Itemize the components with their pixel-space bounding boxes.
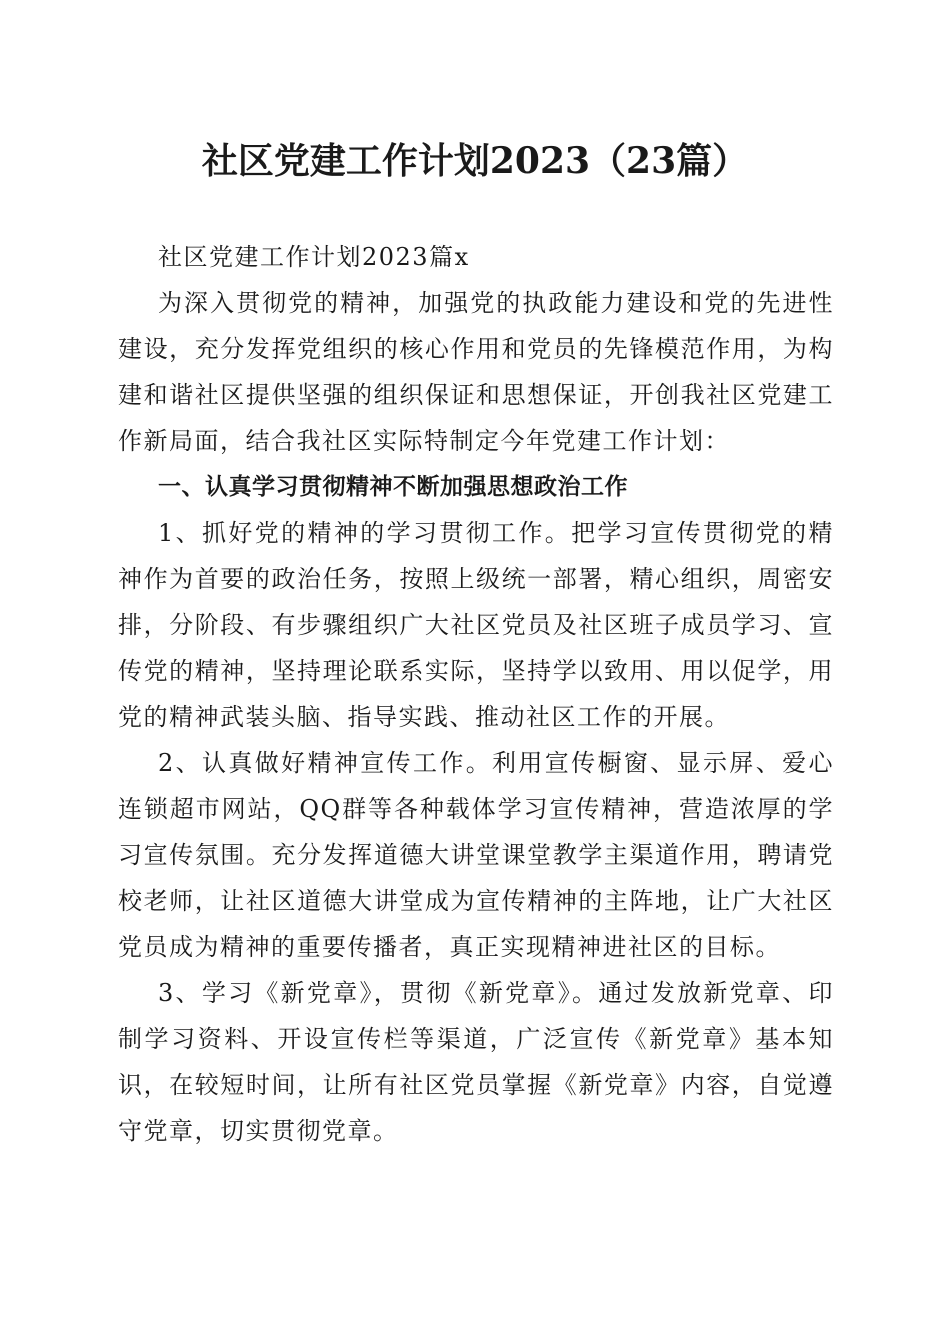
intro-paragraph: 为深入贯彻党的精神，加强党的执政能力建设和党的先进性建设，充分发挥党组织的核心作用和党员的先锋模范作用，为构建和谐社区提供坚强的组织保证和思想保证，开创我社区党建工作新局面，结合我社区实际特制定今年党建工作计划：: [118, 289, 834, 455]
paragraph-1: 1、抓好党的精神的学习贯彻工作。把学习宣传贯彻党的精神作为首要的政治任务，按照上级统一部署，精心组织，周密安排，分阶段、有步骤组织广大社区党员及社区班子成员学习、宣传党的精神，坚持理论联系实际，坚持学以致用、用以促学，用党的精神武装头脑、指导实践、推动社区工作的开展。: [118, 519, 834, 731]
document-title: 社区党建工作计划2023（23篇）: [201, 140, 749, 182]
paragraph-2: 2、认真做好精神宣传工作。利用宣传橱窗、显示屏、爱心连锁超市网站，QQ群等各种载体学习宣传精神，营造浓厚的学习宣传氛围。充分发挥道德大讲堂课堂教学主渠道作用，聘请党校老师，让社区道德大讲堂成为宣传精神的主阵地，让广大社区党员成为精神的重要传播者，真正实现精神进社区的目标。: [118, 749, 834, 961]
document-body: [118, 234, 834, 1154]
section-heading: 一、认真学习贯彻精神不断加强思想政治工作: [158, 474, 628, 500]
paragraph-3: 3、学习《新党章》，贯彻《新党章》。通过发放新党章、印制学习资料、开设宣传栏等渠道，广泛宣传《新党章》基本知识，在较短时间，让所有社区党员掌握《新党章》内容，自觉遵守党章，切实贯彻党章。: [118, 979, 834, 1145]
document-subtitle: 社区党建工作计划2023篇x: [158, 243, 470, 271]
